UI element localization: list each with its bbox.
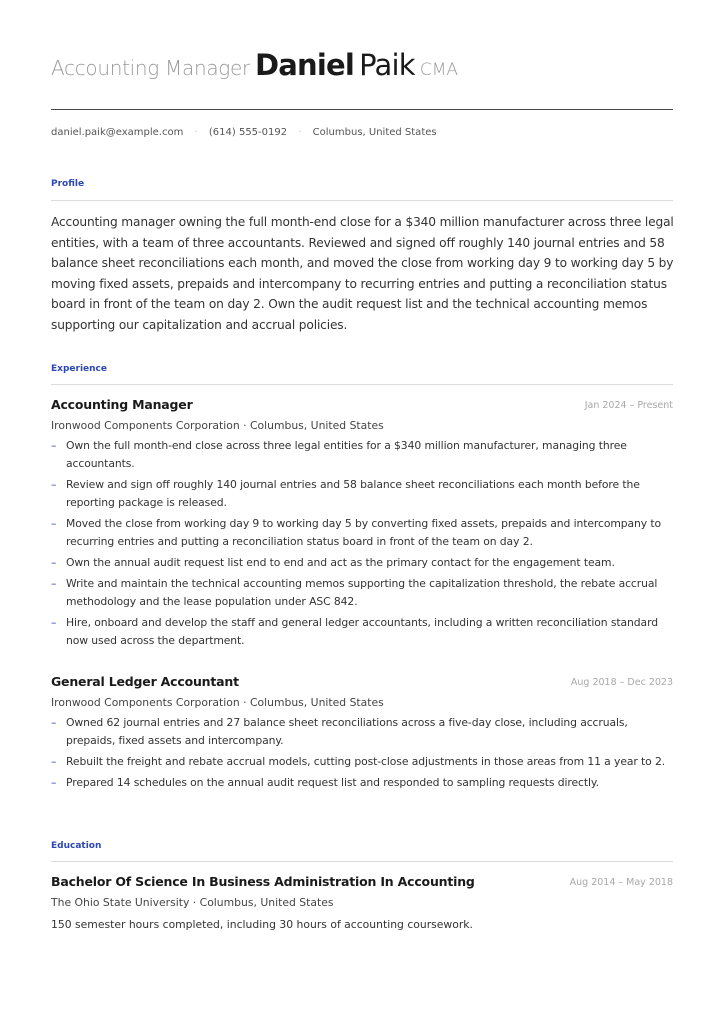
list-item: – Hire, onboard and develop the staff and general ledger accountants, including a written reconciliation standard now used across the department.	[51, 616, 658, 647]
section-title-education: Education	[51, 841, 102, 851]
resume-header	[51, 48, 673, 82]
contact-location: Columbus, United States	[312, 127, 437, 138]
job-bullets	[51, 437, 673, 650]
list-item: – Write and maintain the technical accounting memos supporting the capitalization threshold, the rebate accrual methodology and the lease population under ASC 842.	[51, 577, 658, 608]
dash-icon: –	[51, 577, 57, 590]
first-name: Daniel	[255, 48, 355, 82]
list-item: – Own the full month-end close across three legal entities for a $340 million manufacturer, managing three accountants.	[51, 439, 627, 470]
dash-icon: –	[51, 776, 57, 789]
profile-summary: Accounting manager owning the full month-end close for a $340 million manufacturer across three legal entities, with a team of three accountants. Reviewed and signed off roughly 140 journal entries and 58 balance sheet reconciliations each month, and moved the close from working day 9 to working day 5 by moving fixed assets, prepaids and intercompany to recurring entries and putting a reconciliation status board in front of the team on day 2. Own the audit request list and the technical accounting memos supporting our capitalization and accrual policies.	[51, 215, 674, 332]
list-item: – Owned 62 journal entries and 27 balance sheet reconciliations across a five-day close, including accruals, prepaids, fixed assets and intercompany.	[51, 716, 628, 747]
list-item: – Moved the close from working day 9 to working day 5 by converting fixed assets, prepaids and intercompany to recurring entries and putting a reconciliation status board in front of the team on day 2.	[51, 517, 662, 548]
education-note: 150 semester hours completed, including 30 hours of accounting coursework.	[51, 918, 473, 931]
dash-icon: –	[51, 517, 57, 530]
contact-separator: ·	[194, 127, 198, 138]
experience-entry	[51, 674, 673, 795]
list-item: – Prepared 14 schedules on the annual audit request list and responded to sampling requests directly.	[51, 774, 673, 792]
header-divider	[51, 109, 673, 110]
job-dates: Jan 2024 – Present	[584, 400, 673, 411]
contact-email[interactable]: daniel.paik@example.com	[51, 127, 184, 138]
section-title-experience: Experience	[51, 364, 107, 374]
contact-line	[51, 127, 437, 138]
last-name: Paik	[359, 48, 415, 82]
section-divider	[51, 200, 673, 201]
section-divider	[51, 384, 673, 385]
job-organization: Ironwood Components Corporation · Columbus, United States	[51, 696, 384, 709]
section-divider	[51, 861, 673, 862]
experience-entry	[51, 397, 673, 653]
dash-icon: –	[51, 556, 57, 569]
dash-icon: –	[51, 716, 57, 729]
dash-icon: –	[51, 439, 57, 452]
degree-title: Bachelor Of Science In Business Administration In Accounting	[51, 874, 475, 889]
credential: CMA	[419, 60, 459, 80]
dash-icon: –	[51, 616, 57, 629]
school-name: The Ohio State University · Columbus, United States	[51, 896, 334, 909]
section-title-profile: Profile	[51, 179, 85, 189]
job-title: Accounting Manager	[51, 397, 193, 412]
job-role-title: Accounting Manager	[51, 56, 250, 80]
job-dates: Aug 2018 – Dec 2023	[570, 677, 673, 688]
contact-phone[interactable]: (614) 555-0192	[208, 127, 288, 138]
dash-icon: –	[51, 478, 57, 491]
education-dates: Aug 2014 – May 2018	[569, 877, 673, 888]
list-item: – Rebuilt the freight and rebate accrual models, cutting post-close adjustments in those areas from 11 a year to 2.	[51, 753, 673, 771]
job-bullets	[51, 714, 673, 792]
education-entry	[51, 874, 673, 934]
list-item: – Own the annual audit request list end to end and act as the primary contact for the engagement team.	[51, 554, 673, 572]
list-item: – Review and sign off roughly 140 journal entries and 58 balance sheet reconciliations each month before the reporting package is released.	[51, 478, 640, 509]
contact-separator: ·	[298, 127, 302, 138]
job-organization: Ironwood Components Corporation · Columbus, United States	[51, 419, 384, 432]
job-title: General Ledger Accountant	[51, 674, 239, 689]
dash-icon: –	[51, 755, 57, 768]
